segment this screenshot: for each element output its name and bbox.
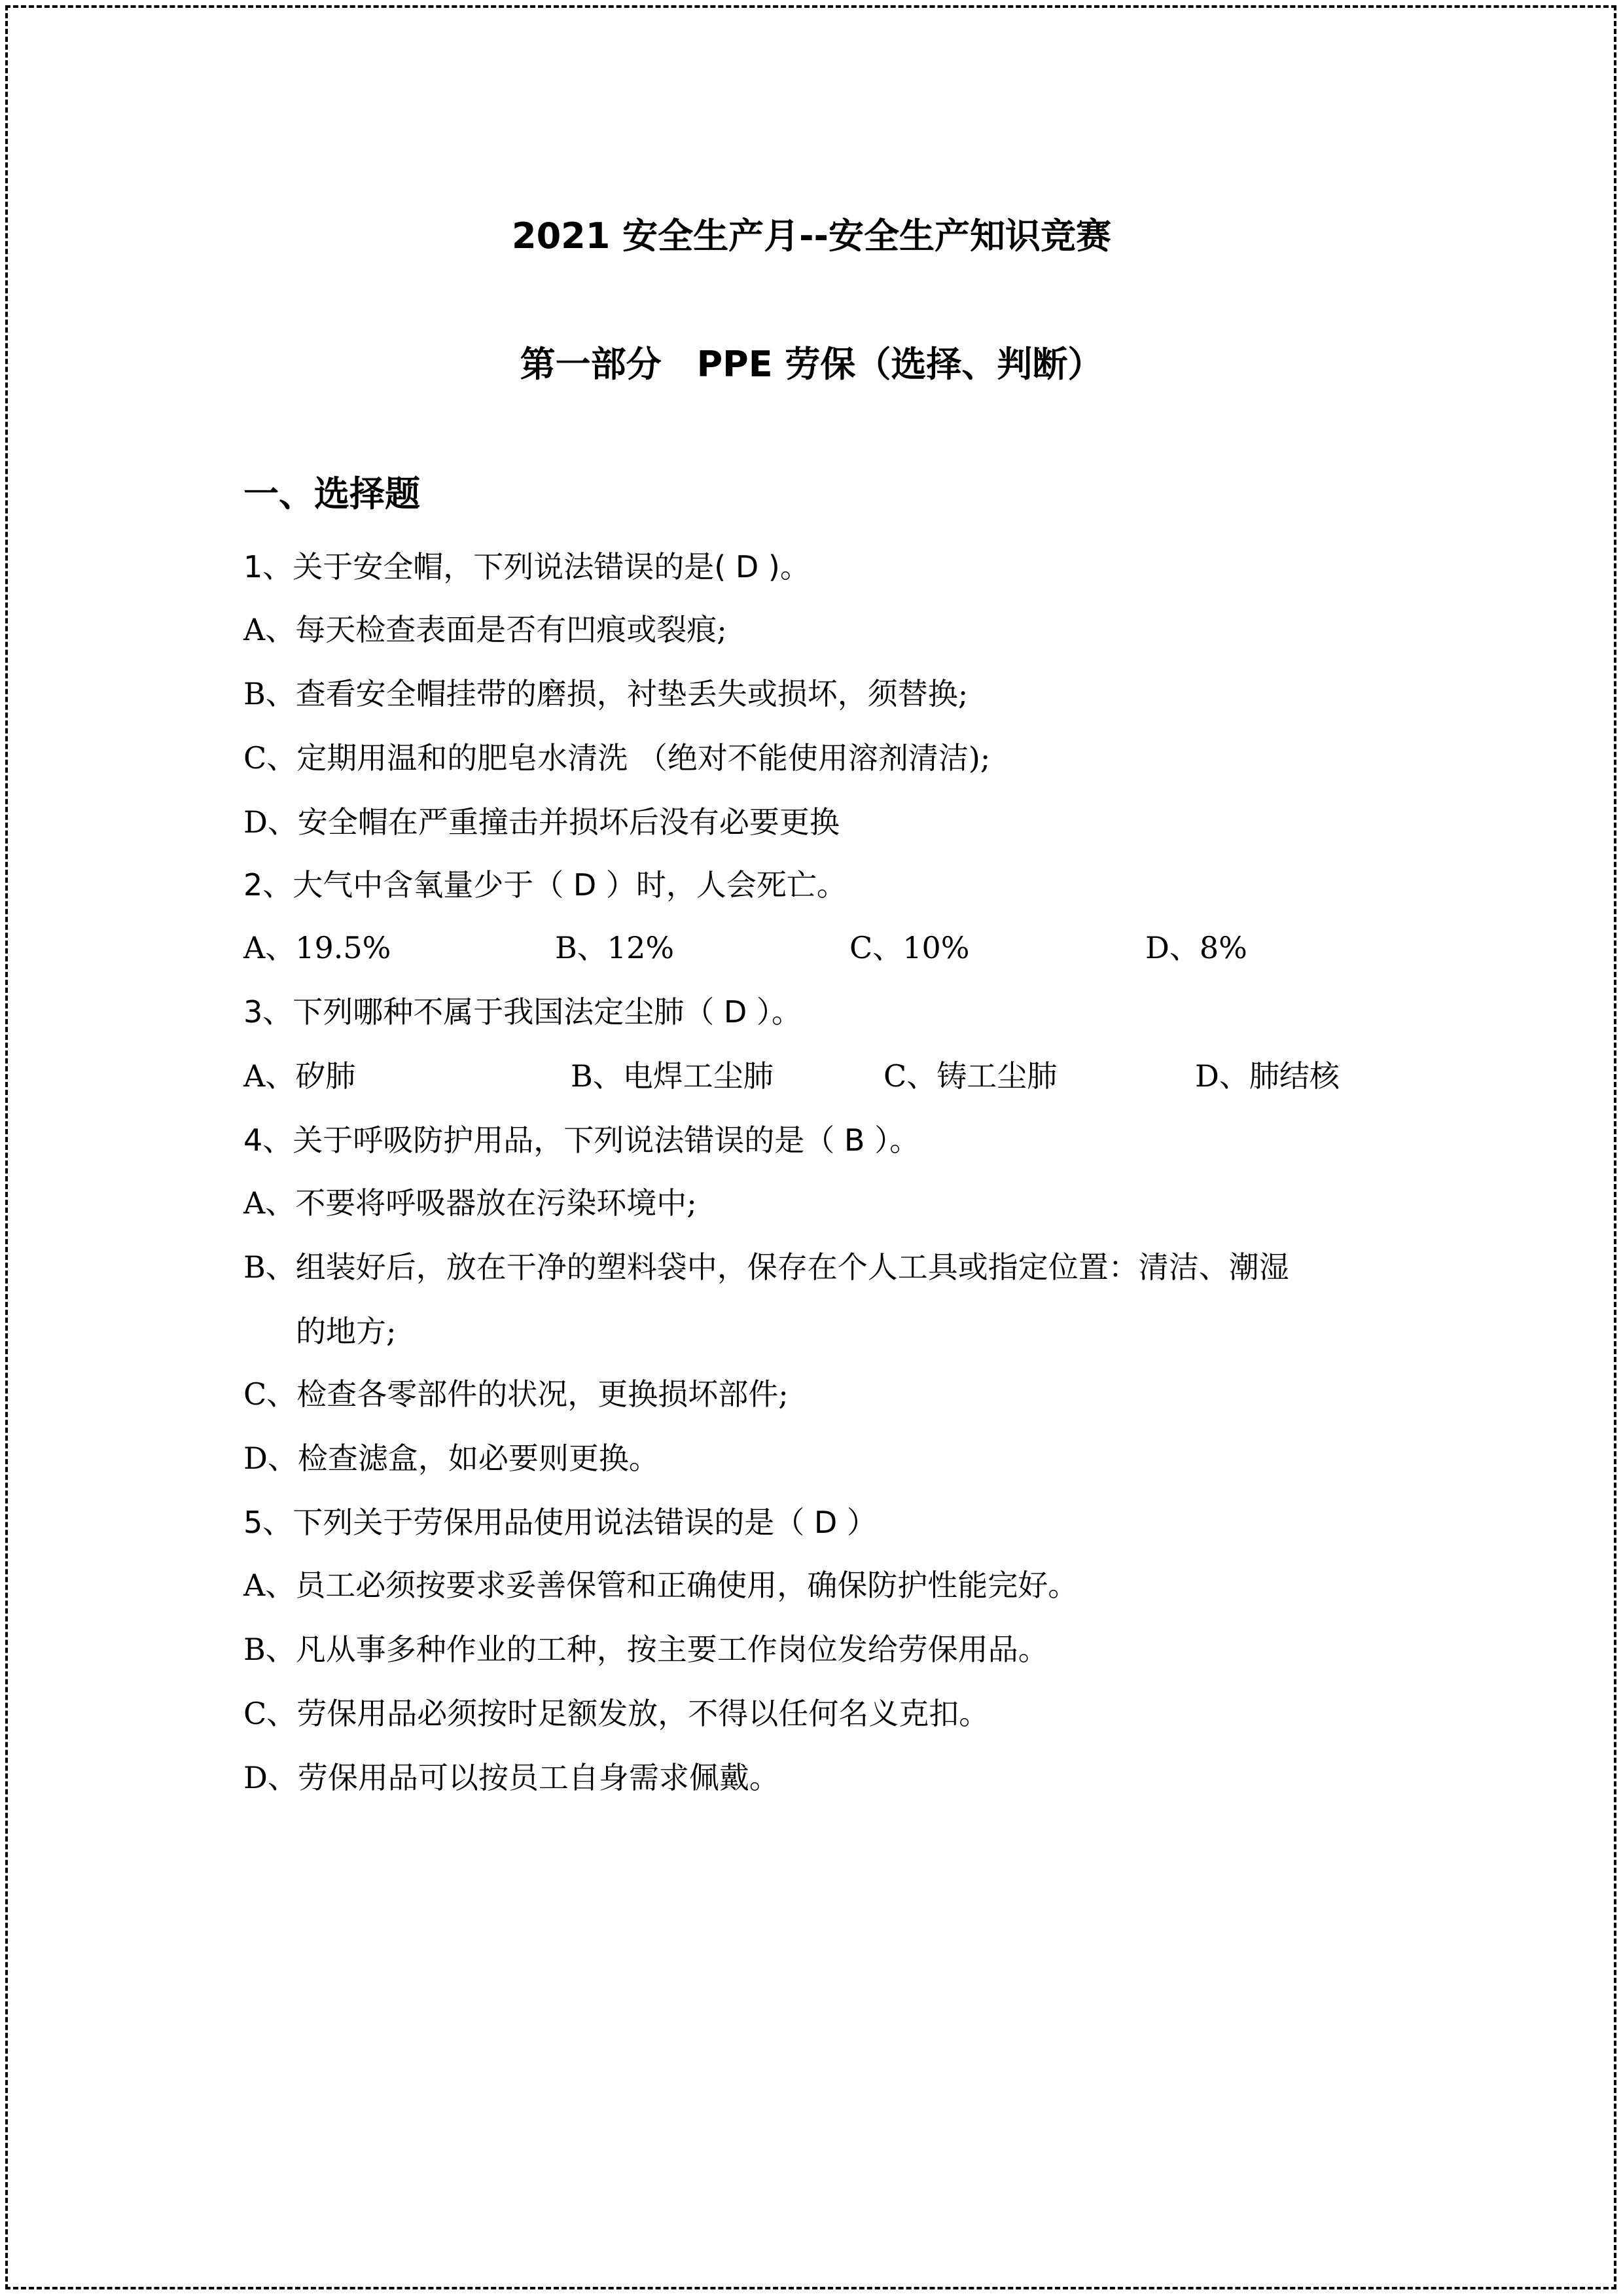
question-4: 4、关于呼吸防护用品，下列说法错误的是（ B ）。 [243, 1122, 920, 1158]
q4-option-c: C、检查各零部件的状况，更换损坏部件; [243, 1376, 789, 1412]
question-2: 2、大气中含氧量少于（ D ）时，人会死亡。 [243, 867, 847, 903]
question-5: 5、下列关于劳保用品使用说法错误的是（ D ） [243, 1505, 877, 1540]
question-1: 1、关于安全帽，下列说法错误的是( D )。 [243, 549, 810, 584]
q4-option-b: B、组装好后，放在干净的塑料袋中，保存在个人工具或指定位置：清洁、潮湿 [243, 1249, 1289, 1285]
q2-option-c: C、10% [849, 930, 970, 965]
q4-option-d: D、检查滤盒，如必要则更换。 [243, 1441, 659, 1476]
q3-option-b: B、电焊工尘肺 [571, 1058, 774, 1094]
part-heading: 第一部分 PPE 劳保（选择、判断） [520, 344, 1103, 385]
q2-option-b: B、12% [555, 930, 675, 965]
document-title: 2021 安全生产月--安全生产知识竞赛 [512, 215, 1111, 257]
q2-option-a: A、19.5% [243, 930, 391, 965]
q3-option-a: A、矽肺 [243, 1058, 356, 1094]
q3-option-c: C、铸工尘肺 [883, 1058, 1058, 1094]
section-heading: 一、选择题 [243, 473, 420, 514]
q2-option-d: D、8% [1145, 930, 1247, 965]
q5-option-b: B、凡从事多种作业的工种，按主要工作岗位发给劳保用品。 [243, 1632, 1048, 1667]
q5-option-d: D、劳保用品可以按员工自身需求佩戴。 [243, 1760, 779, 1795]
question-3: 3、下列哪种不属于我国法定尘肺（ D ）。 [243, 994, 802, 1030]
q4-option-a: A、不要将呼吸器放在污染环境中; [243, 1185, 697, 1221]
q3-option-d: D、肺结核 [1195, 1058, 1340, 1094]
q1-option-b: B、查看安全帽挂带的磨损，衬垫丢失或损坏，须替换; [243, 676, 969, 711]
q4-option-b-continued: 的地方; [296, 1314, 397, 1349]
q1-option-a: A、每天检查表面是否有凹痕或裂痕; [243, 612, 727, 647]
q1-option-d: D、安全帽在严重撞击并损坏后没有必要更换 [243, 804, 840, 840]
q5-option-a: A、员工必须按要求妥善保管和正确使用，确保防护性能完好。 [243, 1568, 1079, 1603]
q5-option-c: C、劳保用品必须按时足额发放，不得以任何名义克扣。 [243, 1696, 990, 1731]
q1-option-c: C、定期用温和的肥皂水清洗 （绝对不能使用溶剂清洁); [243, 740, 991, 776]
